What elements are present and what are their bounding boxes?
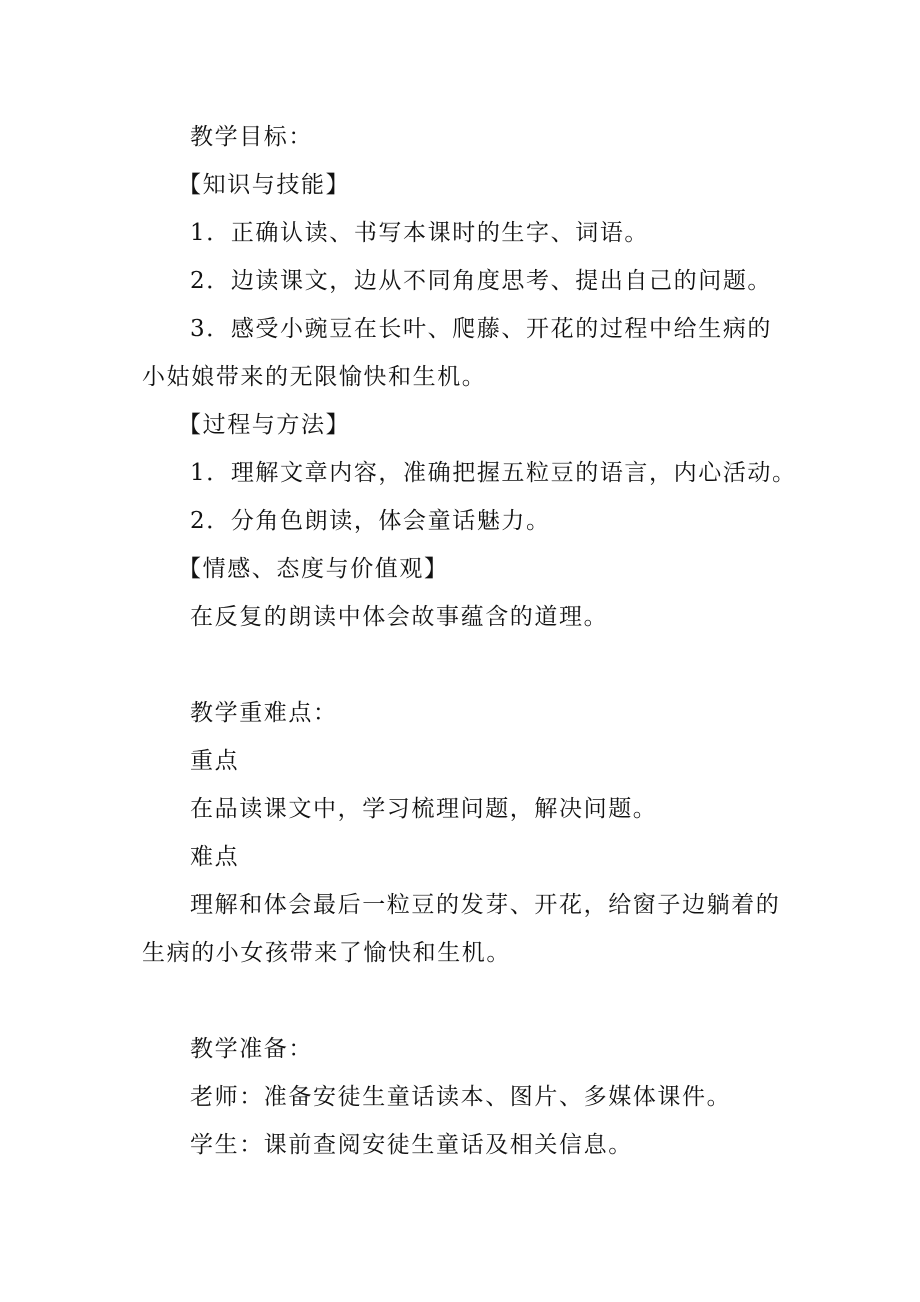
objectives-heading: 教学目标： (190, 124, 313, 150)
knowledge-item-1: 1．正确认读、书写本课时的生字、词语。 (190, 220, 650, 246)
difficult-point-line-1: 理解和体会最后一粒豆的发芽、开花，给窗子边躺着的 (190, 892, 781, 918)
process-item-1: 1．理解文章内容，准确把握五粒豆的语言，内心活动。 (190, 460, 797, 486)
key-points-heading: 教学重难点： (190, 700, 338, 726)
knowledge-item-2: 2．边读课文，边从不同角度思考、提出自己的问题。 (190, 268, 773, 294)
knowledge-item-3: 3．感受小豌豆在长叶、爬藤、开花的过程中给生病的 (190, 316, 773, 342)
difficult-point-label: 难点 (190, 844, 240, 870)
difficult-point-line-2: 生病的小女孩带来了愉快和生机。 (142, 940, 511, 966)
process-item-2: 2．分角色朗读，体会童话魅力。 (190, 508, 551, 534)
emotion-item-1: 在反复的朗读中体会故事蕴含的道理。 (190, 604, 609, 630)
knowledge-skills-title: 【知识与技能】 (178, 172, 351, 198)
process-method-title: 【过程与方法】 (178, 412, 351, 438)
preparation-heading: 教学准备： (190, 1036, 313, 1062)
knowledge-item-3-continued: 小姑娘带来的无限愉快和生机。 (142, 364, 487, 390)
teacher-preparation: 老师：准备安徒生童话读本、图片、多媒体课件。 (190, 1084, 732, 1110)
key-point-label: 重点 (190, 748, 240, 774)
emotion-values-title: 【情感、态度与价值观】 (178, 556, 449, 582)
key-point-text: 在品读课文中，学习梳理问题，解决问题。 (190, 796, 658, 822)
student-preparation: 学生：课前查阅安徒生童话及相关信息。 (190, 1132, 633, 1158)
